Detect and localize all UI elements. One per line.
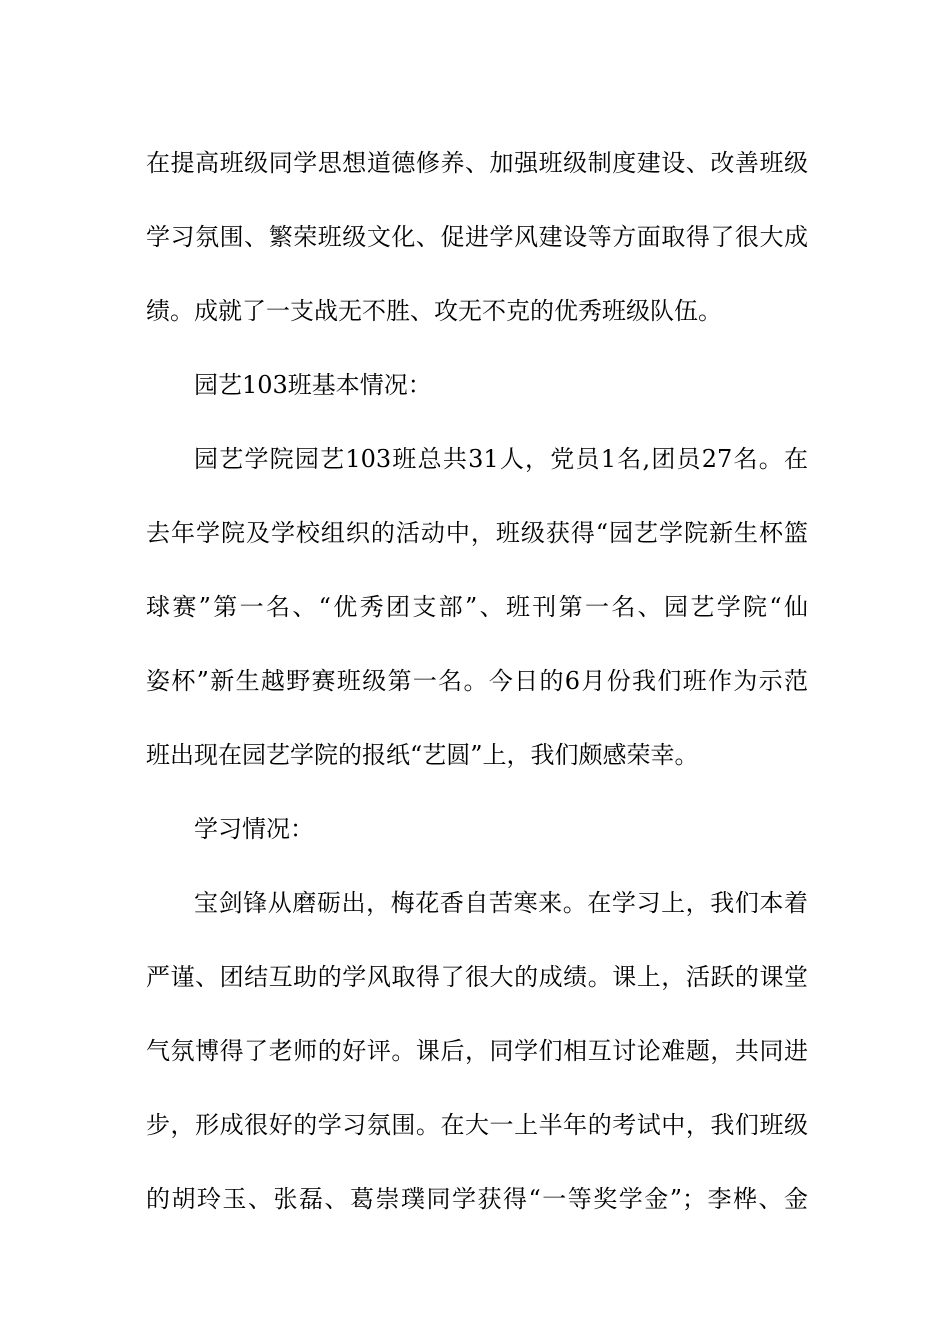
section-heading: 园艺103班基本情况：	[194, 371, 432, 399]
paragraph-line: 气氛博得了老师的好评。课后，同学们相互讨论难题，共同进	[146, 1037, 808, 1065]
section-heading: 学习情况：	[194, 815, 314, 843]
paragraph-line: 班出现在园艺学院的报纸“艺圆”上，我们颇感荣幸。	[146, 741, 699, 769]
paragraph-line: 的胡玲玉、张磊、葛崇璞同学获得“一等奖学金”；李桦、金	[146, 1185, 808, 1213]
paragraph-line: 球赛”第一名、“优秀团支部”、班刊第一名、园艺学院“仙	[146, 593, 808, 621]
paragraph-line: 学习氛围、繁荣班级文化、促进学风建设等方面取得了很大成	[146, 223, 808, 251]
paragraph-line: 去年学院及学校组织的活动中，班级获得“园艺学院新生杯篮	[146, 519, 808, 547]
paragraph-line: 园艺学院园艺103班总共31人，党员1名,团员27名。在	[194, 445, 808, 473]
paragraph-line: 姿杯”新生越野赛班级第一名。今日的6月份我们班作为示范	[146, 667, 808, 695]
paragraph-line: 在提高班级同学思想道德修养、加强班级制度建设、改善班级	[146, 149, 808, 177]
paragraph-line: 步，形成很好的学习氛围。在大一上半年的考试中，我们班级	[146, 1111, 808, 1139]
document-body	[146, 126, 808, 1236]
paragraph-line: 绩。成就了一支战无不胜、攻无不克的优秀班级队伍。	[146, 297, 722, 325]
paragraph-line: 严谨、团结互助的学风取得了很大的成绩。课上，活跃的课堂	[146, 963, 808, 991]
paragraph-line: 宝剑锋从磨砺出，梅花香自苦寒来。在学习上，我们本着	[194, 889, 808, 917]
